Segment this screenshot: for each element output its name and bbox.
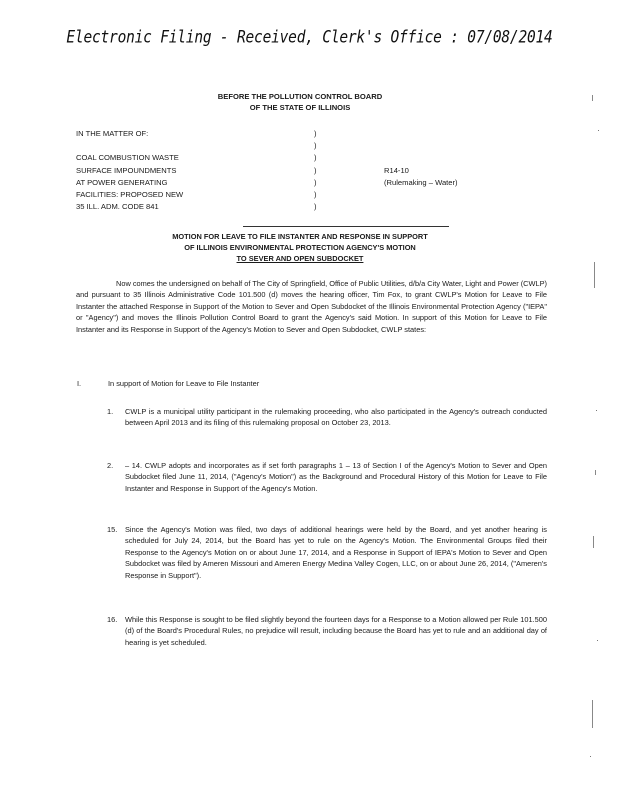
caption-left: SURFACE IMPOUNDMENTS	[76, 165, 177, 175]
docket-type: (Rulemaking – Water)	[384, 177, 458, 187]
caption-paren: )	[314, 202, 317, 212]
scan-artifact	[593, 536, 594, 548]
caption-left: COAL COMBUSTION WASTE	[76, 153, 179, 163]
numbered-paragraph	[107, 614, 547, 648]
caption-left: IN THE MATTER OF:	[76, 129, 149, 138]
caption-paren: )	[314, 165, 317, 175]
paragraph-text: – 14. CWLP adopts and incorporates as if set forth paragraphs 1 – 13 of Section I of the Agency's Motion to Sever and Open Subdocket filed June 11, 2014, ("Agency's Motion") as the Background and Procedural History of this Motion for Leave to File Instanter and Response in Support of the Agency's Motion.	[125, 461, 547, 493]
caption-left: AT POWER GENERATING	[76, 177, 168, 187]
caption-row	[76, 165, 458, 177]
paragraph-number: 2.	[107, 461, 114, 470]
court-heading-line-1: BEFORE THE POLLUTION CONTROL BOARD	[217, 92, 383, 101]
court-heading	[0, 91, 600, 113]
caption-paren: )	[314, 129, 317, 138]
court-heading-line-2: OF THE STATE OF ILLINOIS	[249, 103, 351, 112]
motion-title-line-3: TO SEVER AND OPEN SUBDOCKET	[236, 254, 364, 264]
scan-artifact	[592, 95, 593, 101]
paragraph-number: 1.	[107, 407, 114, 416]
scan-artifact	[595, 470, 596, 475]
caption-row	[76, 152, 458, 164]
caption-divider	[243, 226, 449, 227]
caption-row	[76, 140, 458, 152]
caption-row	[76, 201, 458, 213]
motion-title	[0, 231, 600, 265]
numbered-paragraph	[107, 460, 547, 494]
paragraph-text: CWLP is a municipal utility participant in the rulemaking proceeding, who also participated in the Agency's outreach conducted between April 2013 and its filing of this rulemaking proposal on October 23, 2013.	[125, 407, 547, 428]
paragraph-number: 16.	[107, 615, 118, 624]
section-heading	[77, 378, 259, 389]
caption-paren: )	[314, 177, 317, 187]
caption-paren: )	[314, 153, 317, 163]
caption-row	[76, 189, 458, 201]
intro-paragraph: Now comes the undersigned on behalf of The City of Springfield, Office of Public Utilities, d/b/a City Water, Light and Power (CWLP) and pursuant to 35 Illinois Administrative Code 101.500 (d) moves the hearing officer, Tim Fox, to grant CWLP's Motion for Leave to File Instanter the attached Response in Support of the Motion to Sever and Open Subdocket of the Illinois Environmental Protection Agency ("IEPA" or "Agency") and moves the Illinois Pollution Control Board to grant the Agency's said Motion. In support of this Motion for Leave to File Instanter and its Response in Support of the Agency's Motion to Sever and Open Subdocket, CWLP states:	[76, 279, 547, 334]
scan-artifact	[596, 410, 597, 411]
case-caption	[76, 128, 458, 213]
section-title: In support of Motion for Leave to File Instanter	[108, 379, 260, 388]
caption-paren: )	[314, 189, 317, 199]
scan-artifact	[590, 756, 591, 757]
caption-paren: )	[314, 141, 317, 151]
scan-artifact	[594, 262, 595, 288]
paragraph-text: While this Response is sought to be filed slightly beyond the fourteen days for a Response to a Motion allowed per Rule 101.500 (d) of the Board's Procedural Rules, no prejudice will result, including because the Board has yet to rule and an additional day of hearing is yet scheduled.	[125, 615, 547, 647]
numbered-paragraph	[107, 406, 547, 429]
numbered-paragraph	[107, 524, 547, 581]
caption-left: 35 ILL. ADM. CODE 841	[76, 202, 159, 212]
scan-artifact	[597, 640, 598, 641]
motion-title-line-1: MOTION FOR LEAVE TO FILE INSTANTER AND RESPONSE IN SUPPORT	[172, 232, 428, 241]
scan-artifact	[598, 130, 599, 131]
caption-row	[76, 177, 458, 189]
caption-left: FACILITIES: PROPOSED NEW	[76, 189, 184, 199]
filing-stamp: Electronic Filing - Received, Clerk's Office : 07/08/2014	[66, 28, 553, 48]
docket-number: R14-10	[384, 165, 409, 175]
motion-title-line-2: OF ILLINOIS ENVIRONMENTAL PROTECTION AGENCY'S MOTION	[184, 243, 416, 253]
caption-left	[76, 140, 314, 152]
caption-row	[76, 128, 458, 140]
paragraph-text: Since the Agency's Motion was filed, two days of additional hearings were held by the Board, and yet another hearing is scheduled for July 24, 2014, but the Board has yet to rule on the Agency's Motion. The Environmental Groups filed their Response to the Agency's Motion on or about June 17, 2014, and a Response in Support of IEPA's Motion to Sever and Open Subdocket was filed by Ameren Missouri and Ameren Energy Medina Valley Cogen, LLC, on or about June 26, 2014, ("Ameren's Response in Support").	[125, 525, 547, 580]
section-number: I.	[77, 379, 82, 388]
scan-artifact	[592, 700, 593, 728]
paragraph-number: 15.	[107, 525, 118, 534]
